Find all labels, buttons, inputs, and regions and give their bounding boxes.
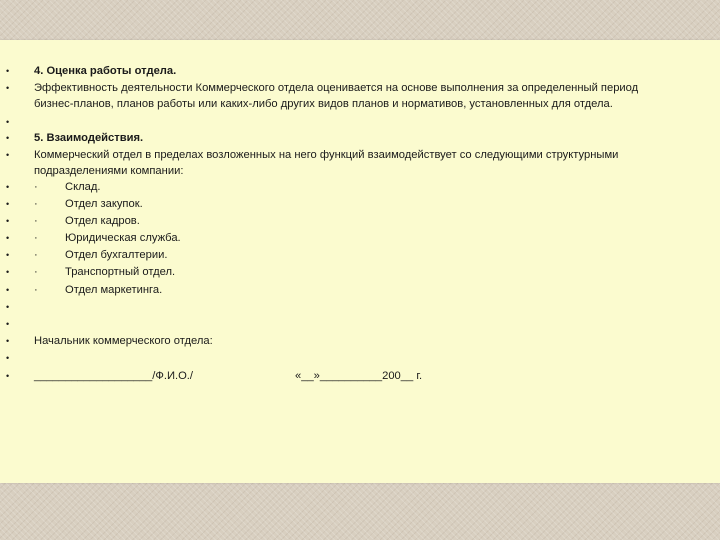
bullet-row xyxy=(0,63,720,80)
text-row xyxy=(0,163,720,180)
section-5-text-line-2: подразделениями компании: xyxy=(34,165,184,177)
bullet-marker: • xyxy=(6,66,10,76)
bullet-marker: • xyxy=(6,233,10,243)
list-item-marker: · xyxy=(34,284,38,296)
signature-title: Начальник коммерческого отдела: xyxy=(34,335,213,347)
list-item-label: Отдел бухгалтерии. xyxy=(65,249,168,261)
list-item-marker: · xyxy=(34,181,38,193)
bullet-marker: • xyxy=(6,117,10,127)
bullet-marker: • xyxy=(6,353,10,363)
list-item-label: Юридическая служба. xyxy=(65,232,181,244)
list-item xyxy=(0,230,720,247)
bullet-marker: • xyxy=(6,302,10,312)
signature-date-line: «__»__________200__ г. xyxy=(295,370,423,382)
signature-row xyxy=(0,368,720,385)
bullet-row xyxy=(0,299,720,316)
section-5-title: 5. Взаимодействия. xyxy=(34,132,144,144)
list-item-label: Отдел кадров. xyxy=(65,215,140,227)
bullet-row xyxy=(0,333,720,350)
list-item xyxy=(0,247,720,264)
bullet-marker: • xyxy=(6,250,10,260)
list-item xyxy=(0,196,720,213)
section-5-text-line-1: Коммерческий отдел в пределах возложенных на него функций взаимодействует со следующими структурными xyxy=(34,149,619,161)
bullet-marker: • xyxy=(6,182,10,192)
bullet-marker: • xyxy=(6,319,10,329)
bullet-row xyxy=(0,350,720,367)
bullet-marker: • xyxy=(6,371,10,381)
list-item-label: Отдел закупок. xyxy=(65,198,143,210)
list-item-label: Транспортный отдел. xyxy=(65,266,176,278)
bullet-row xyxy=(0,147,720,164)
section-4-title: 4. Оценка работы отдела. xyxy=(34,65,177,77)
list-item xyxy=(0,282,720,299)
list-item xyxy=(0,264,720,281)
list-item-marker: · xyxy=(34,266,38,278)
bullet-row xyxy=(0,316,720,333)
section-4-text-line-1: Эффективность деятельности Коммерческого отдела оценивается на основе выполнения за определенный период xyxy=(34,82,639,94)
list-item-label: Отдел маркетинга. xyxy=(65,284,163,296)
list-item xyxy=(0,179,720,196)
section-4-text-line-2: бизнес-планов, планов работы или каких-либо других видов планов и нормативов, установленных для отдела. xyxy=(34,98,613,110)
bullet-marker: • xyxy=(6,336,10,346)
list-item-marker: · xyxy=(34,249,38,261)
bullet-row xyxy=(0,130,720,147)
slide-panel xyxy=(0,40,720,483)
bullet-marker: • xyxy=(6,216,10,226)
bullet-marker: • xyxy=(6,199,10,209)
list-item-label: Склад. xyxy=(65,181,101,193)
bullet-row xyxy=(0,114,720,131)
list-item-marker: · xyxy=(34,198,38,210)
bullet-marker: • xyxy=(6,150,10,160)
bullet-marker: • xyxy=(6,133,10,143)
signature-name-line: ___________________/Ф.И.О./ xyxy=(34,370,194,382)
list-item-marker: · xyxy=(34,215,38,227)
bullet-row xyxy=(0,80,720,97)
list-item xyxy=(0,213,720,230)
bullet-marker: • xyxy=(6,83,10,93)
list-item-marker: · xyxy=(34,232,38,244)
text-row xyxy=(0,96,720,113)
bullet-marker: • xyxy=(6,267,10,277)
bullet-marker: • xyxy=(6,285,10,295)
